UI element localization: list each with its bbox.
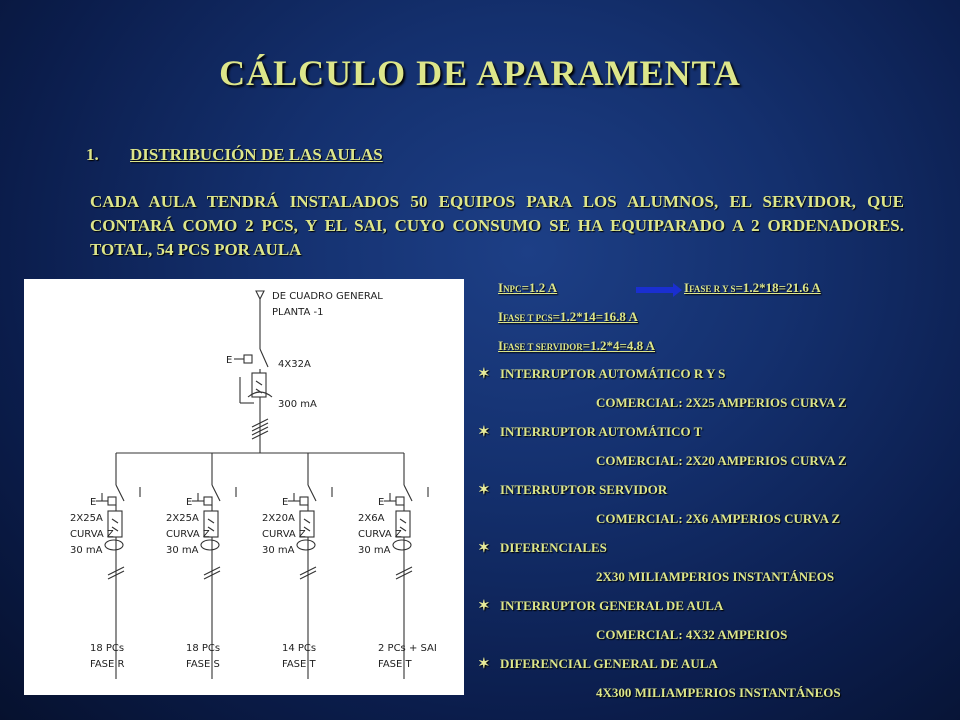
load-label: 18 PCs xyxy=(186,643,221,654)
curve-label: CURVA Z xyxy=(358,529,402,540)
breaker-label: 2X25A xyxy=(166,513,199,524)
branch-layer xyxy=(70,453,437,679)
curve-label: CURVA Z xyxy=(262,529,306,540)
curve-label: CURVA Z xyxy=(70,529,114,540)
branch-4 xyxy=(358,453,437,679)
curve-label: CURVA Z xyxy=(166,529,210,540)
description-paragraph: CADA AULA TENDRÁ INSTALADOS 50 EQUIPOS PARA LOS ALUMNOS, EL SERVIDOR, QUE CONTARÁ COMO 2 PCS, Y EL SAI, CUYO CONSUMO SE HA EQUIPARADO A 2 ORDENADORES. TOTAL, 54 PCS POR AULA xyxy=(90,192,904,259)
main-breaker-symbol xyxy=(226,341,317,453)
list-item: ✶ INTERRUPTOR SERVIDOR xyxy=(478,482,668,498)
earth-label: E xyxy=(226,355,233,366)
branch-2 xyxy=(166,453,236,679)
breaker-label: 2X25A xyxy=(70,513,103,524)
bullet-icon: ✶ xyxy=(478,367,490,382)
bullet-icon: ✶ xyxy=(478,599,490,614)
branch-1 xyxy=(70,453,140,679)
source-label-1: DE CUADRO GENERAL xyxy=(272,291,383,302)
calc-ifase-servidor: IFASE T SERVIDOR=1.2*4=4.8 A xyxy=(498,338,656,353)
breaker-label: 2X6A xyxy=(358,513,385,524)
branch-3 xyxy=(262,453,332,679)
list-item: ✶ INTERRUPTOR AUTOMÁTICO R Y S xyxy=(478,366,726,382)
earth-label: E xyxy=(378,497,385,508)
phase-label: FASE S xyxy=(186,659,220,670)
calc-ifase-rs: IFASE R Y S=1.2*18=21.6 A xyxy=(684,280,821,295)
source-label-2: PLANTA -1 xyxy=(272,307,324,318)
wiring-diagram xyxy=(24,279,464,695)
slide-title: CÁLCULO DE APARAMENTA xyxy=(219,53,741,93)
earth-label: E xyxy=(282,497,289,508)
list-item: ✶ DIFERENCIAL GENERAL DE AULA xyxy=(478,656,718,672)
diff-label: 30 mA xyxy=(70,545,103,556)
list-item: ✶ INTERRUPTOR GENERAL DE AULA xyxy=(478,598,724,614)
section-heading xyxy=(86,145,383,165)
earth-label: E xyxy=(186,497,193,508)
bullet-icon: ✶ xyxy=(478,483,490,498)
section-label: DISTRIBUCIÓN DE LAS AULAS xyxy=(130,145,383,164)
main-breaker-label: 4X32A xyxy=(278,359,311,370)
breaker-label: 2X20A xyxy=(262,513,295,524)
load-label: 18 PCs xyxy=(90,643,125,654)
bullet-icon: ✶ xyxy=(478,425,490,440)
list-item-detail: 2X30 MILIAMPERIOS INSTANTÁNEOS xyxy=(596,569,835,584)
phase-label: FASE T xyxy=(378,659,412,670)
main-diff-label: 300 mA xyxy=(278,399,317,410)
load-label: 2 PCs + SAI xyxy=(378,643,437,654)
list-item: ✶ INTERRUPTOR AUTOMÁTICO T xyxy=(478,424,703,440)
list-item-detail: COMERCIAL: 2X25 AMPERIOS CURVA Z xyxy=(596,395,847,410)
calc-ipc: INPC=1.2 A xyxy=(498,280,558,295)
main-feed xyxy=(256,291,383,341)
arrow-icon xyxy=(636,287,674,293)
list-item-detail: COMERCIAL: 2X20 AMPERIOS CURVA Z xyxy=(596,453,847,468)
load-label: 14 PCs xyxy=(282,643,317,654)
bullet-icon: ✶ xyxy=(478,657,490,672)
list-item-detail: 4X300 MILIAMPERIOS INSTANTÁNEOS xyxy=(596,685,841,700)
phase-label: FASE T xyxy=(282,659,316,670)
section-number: 1. xyxy=(86,145,99,164)
earth-label: E xyxy=(90,497,97,508)
phase-label: FASE R xyxy=(90,659,125,670)
calc-ifase-t: IFASE T PCS=1.2*14=16.8 A xyxy=(498,309,638,324)
diff-label: 30 mA xyxy=(262,545,295,556)
list-item: ✶ DIFERENCIALES xyxy=(478,540,607,556)
diff-label: 30 mA xyxy=(358,545,391,556)
bullet-icon: ✶ xyxy=(478,541,490,556)
list-item-detail: COMERCIAL: 2X6 AMPERIOS CURVA Z xyxy=(596,511,841,526)
list-item-detail: COMERCIAL: 4X32 AMPERIOS xyxy=(596,627,788,642)
diff-label: 30 mA xyxy=(166,545,199,556)
